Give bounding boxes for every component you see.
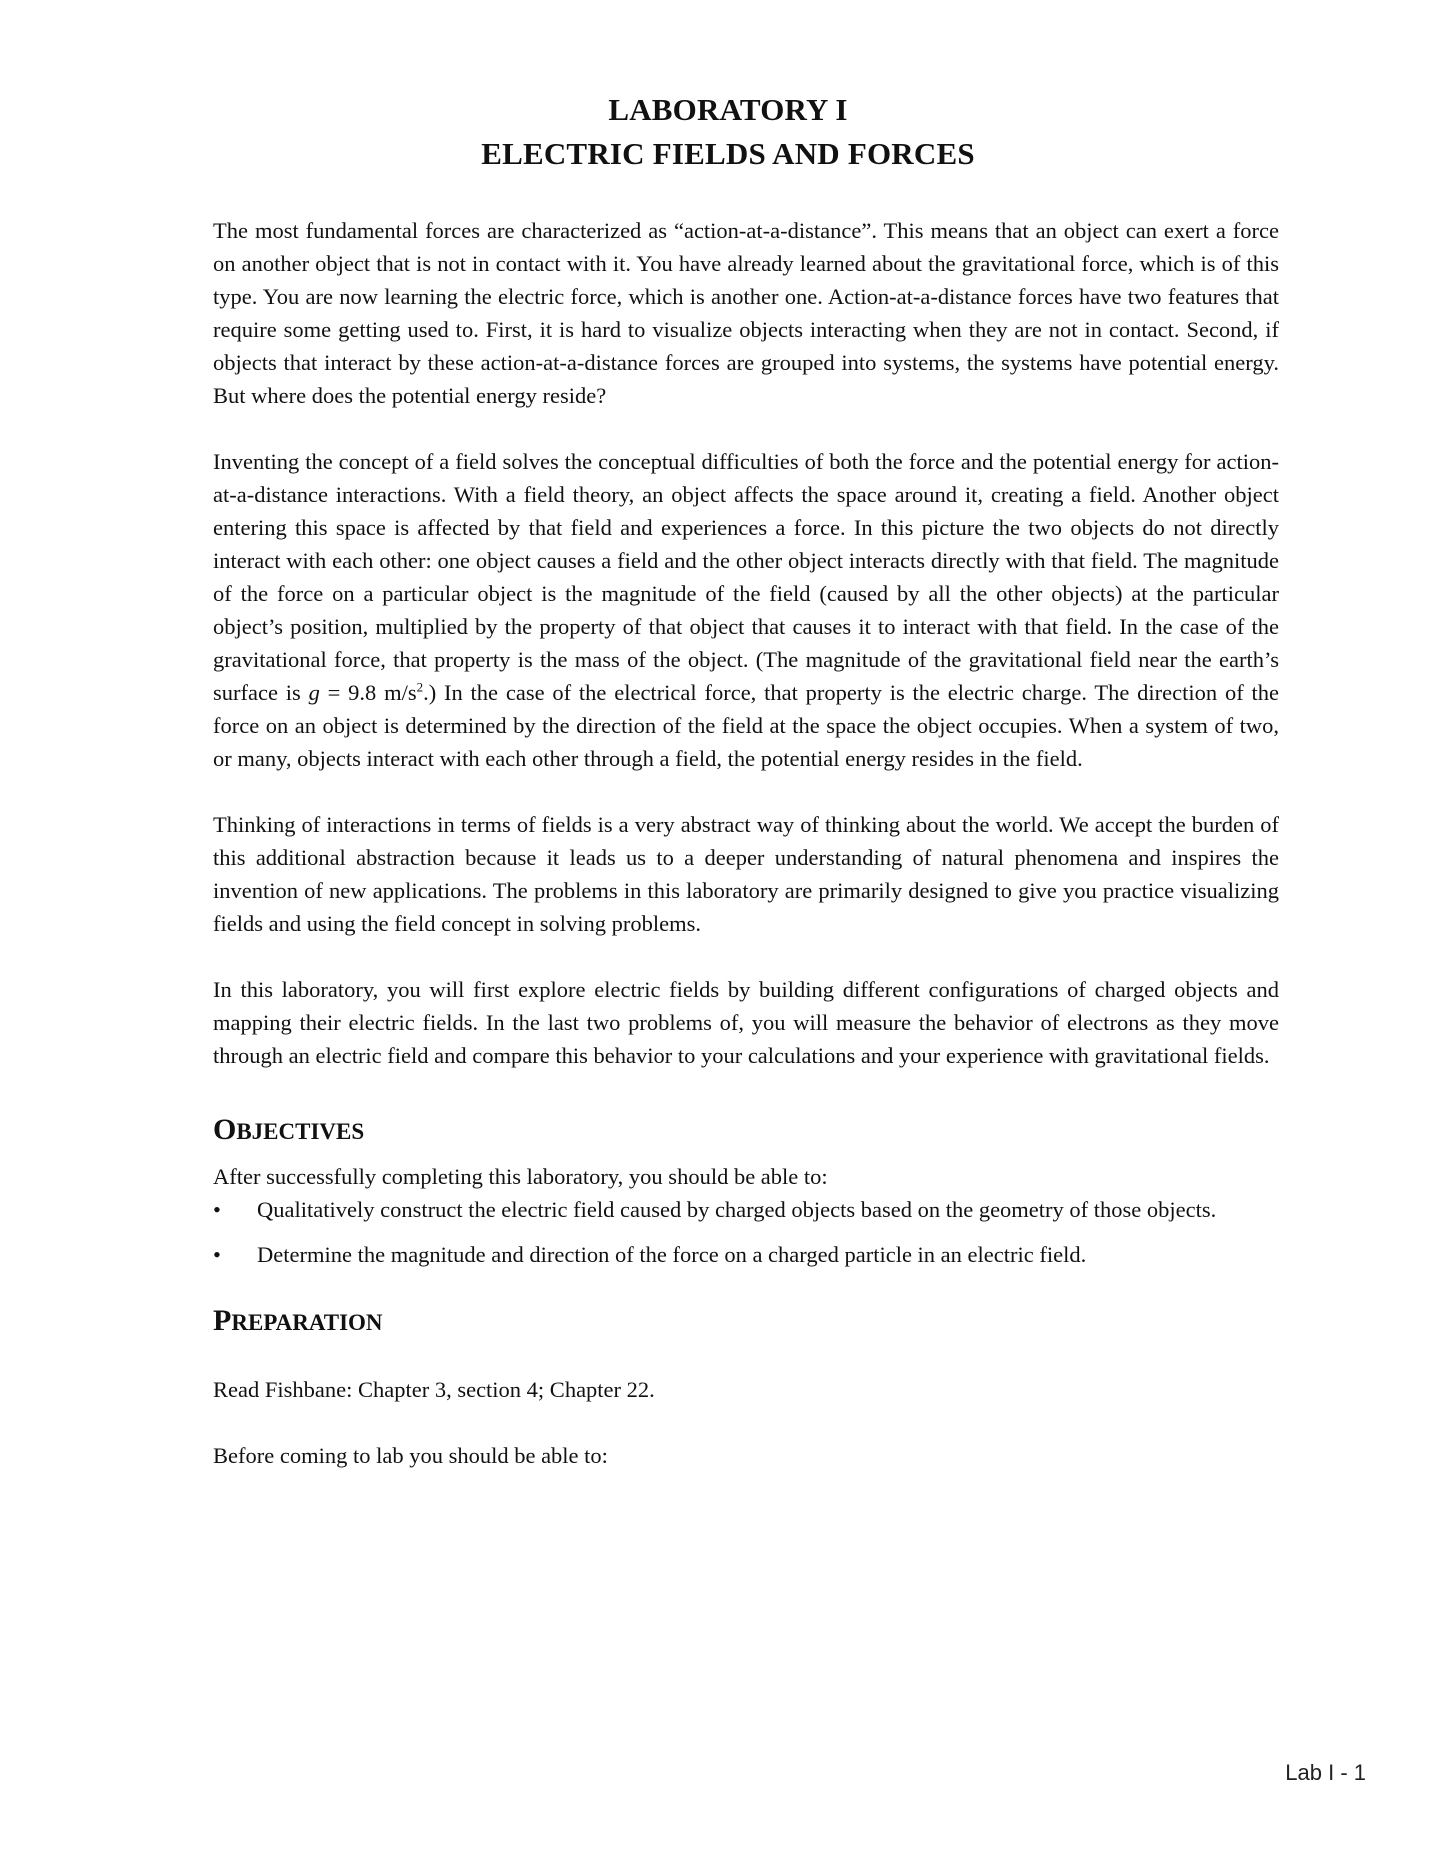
gravity-exponent: 2 [416, 679, 424, 695]
field-paragraph-text-1: Inventing the concept of a field solves the conceptual difficulties of both the force and the potential energy for action-at-a-distance interactions. With a field theory, an object affects the space around it, creating a field. Another object entering this space is affected by that field and experiences a force. In this picture the two objects do not directly interact with each other: one object causes a field and the other object interacts directly with that field. The magnitude of the force on a particular object is the magnitude of the field (caused by all the other objects) at the particular object’s position, multiplied by the property of that object that causes it to interact with that field. In the case of the gravitational force, that property is the mass of the object. (The magnitude of the gravitational field near the earth’s surface is [213, 449, 1279, 705]
intro-paragraph: The most fundamental forces are characterized as “action-at-a-distance”. This means that an object can exert a force on another object that is not in contact with it. You have already learned about the gravitational force, which is of this type. You are now learning the electric force, which is another one. Action-at-a-distance forces have two features that require some getting used to. First, it is hard to visualize objects interacting when they are not in contact. Second, if objects that interact by these action-at-a-distance forces are grouped into systems, the systems have potential energy. But where does the potential energy reside? [213, 218, 1279, 408]
lab-overview-paragraph: In this laboratory, you will first explore electric fields by building different configurations of charged objects and mapping their electric fields. In the last two problems of, you will measure the behavior of electrons as they move through an electric field and compare this behavior to your calculations and your experience with gravitational fields. [213, 977, 1279, 1068]
preparation-before-lab: Before coming to lab you should be able to: [213, 1443, 608, 1468]
preparation-reading: Read Fishbane: Chapter 3, section 4; Chapter 22. [213, 1377, 655, 1402]
field-concept-paragraph [213, 445, 1279, 775]
gravity-symbol: g [308, 680, 320, 705]
field-paragraph-text-2: .) In the case of the electrical force, that property is the electric charge. The direction of the force on an object is determined by the direction of the field at the space the object occupies. When a system of two, or many, objects interact with each other through a field, the potential energy resides in the field. [213, 680, 1279, 771]
objectives-heading: OBJECTIVES [213, 1113, 365, 1146]
objectives-list [213, 1193, 1279, 1271]
title-line-1: LABORATORY I [608, 92, 848, 127]
bullet-icon: • [213, 1197, 221, 1222]
gravity-value: = 9.8 m/s [319, 680, 417, 705]
page-number-label: Lab I - 1 [1285, 1760, 1366, 1785]
bullet-icon: • [213, 1242, 221, 1267]
objectives-intro: After successfully completing this laboratory, you should be able to: [213, 1164, 828, 1189]
objective-text: Qualitatively construct the electric field caused by charged objects based on the geometry of those objects. [257, 1197, 1217, 1222]
abstraction-paragraph: Thinking of interactions in terms of fields is a very abstract way of thinking about the world. We accept the burden of this additional abstraction because it leads us to a deeper understanding of natural phenomena and inspires the invention of new applications. The problems in this laboratory are primarily designed to give you practice visualizing fields and using the field concept in solving problems. [213, 812, 1279, 936]
objective-text: Determine the magnitude and direction of the force on a charged particle in an electric field. [257, 1242, 1087, 1267]
preparation-heading: PREPARATION [213, 1304, 383, 1337]
body-content [213, 214, 1279, 1505]
title-line-2: ELECTRIC FIELDS AND FORCES [481, 136, 975, 171]
list-item [213, 1193, 1279, 1226]
page-title [0, 88, 1456, 176]
list-item [213, 1238, 1279, 1271]
